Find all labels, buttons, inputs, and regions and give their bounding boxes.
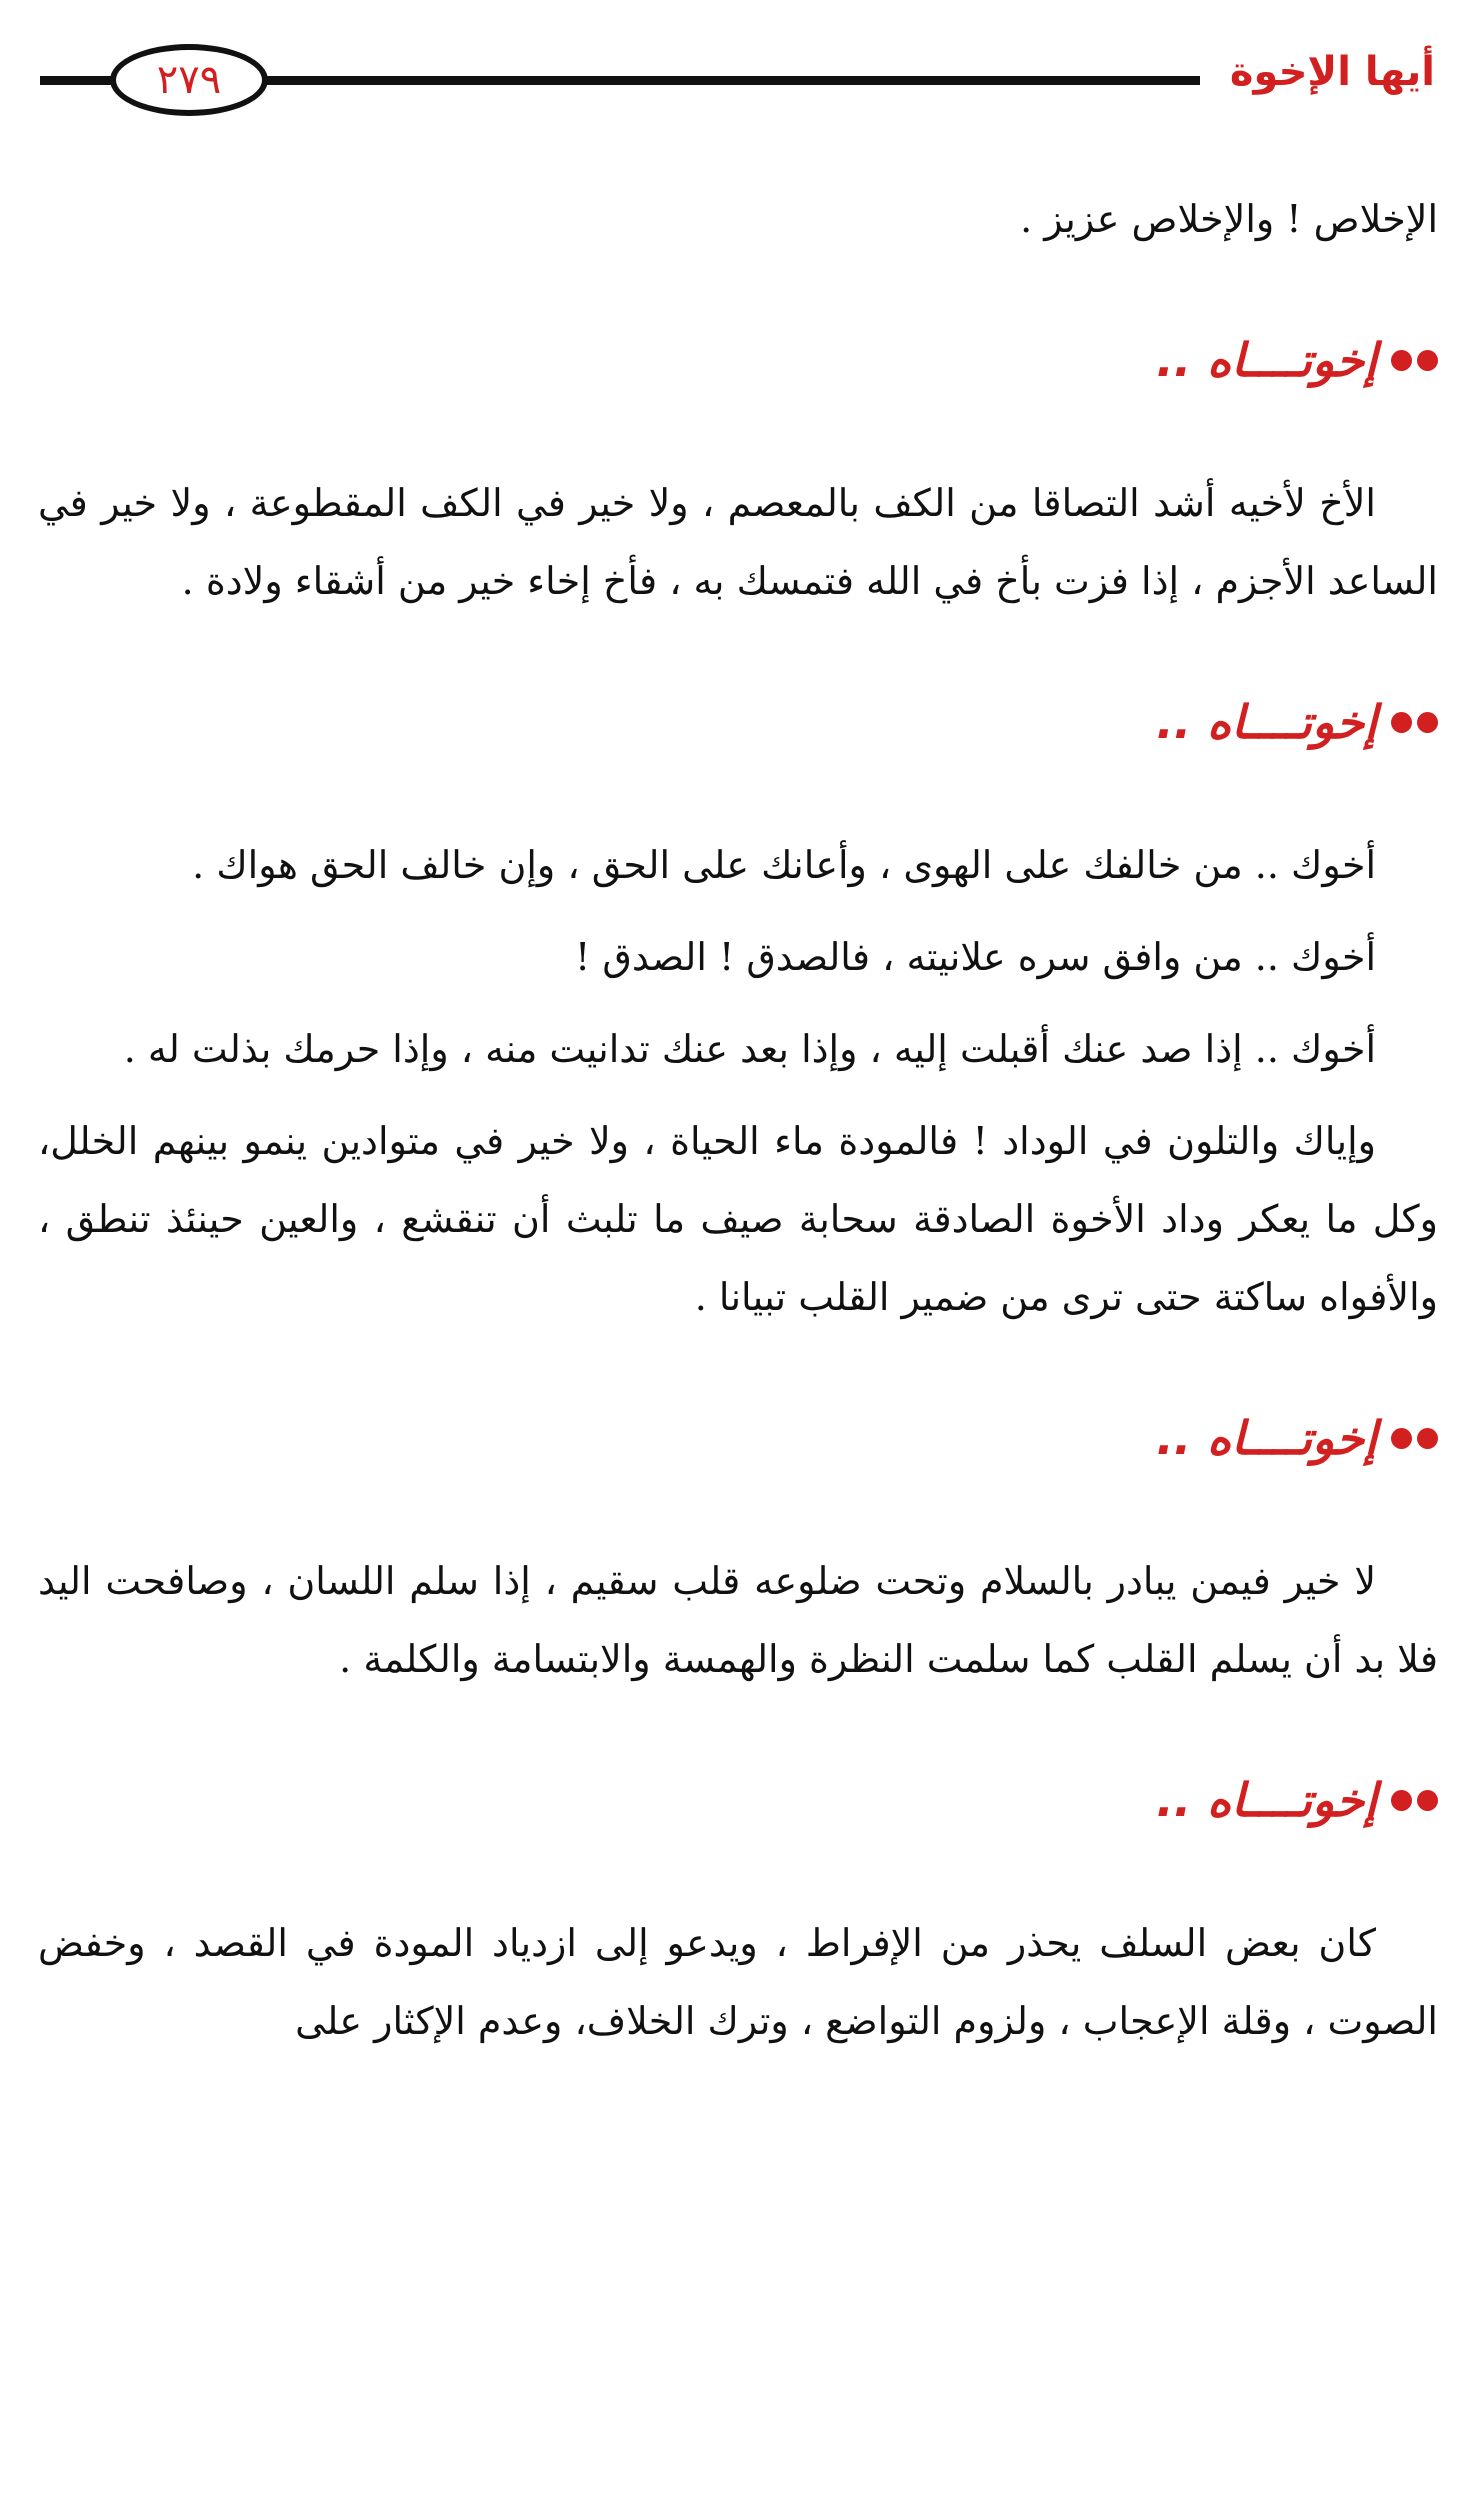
- intro-paragraph: الإخلاص ! والإخلاص عزيز .: [1020, 197, 1438, 241]
- page-number: ٢٧٩: [156, 57, 222, 103]
- paragraph: وإياك والتلون في الوداد ! فالمودة ماء الحياة ، ولا خير في متوادين ينمو بينهم الخلل، وكل ما يعكر وداد الأخوة الصادقة سحابة صيف ما تلبث أن تنقشع ، والعين حينئذ تنطق ، والأفواه ساكتة حتى ترى من ضمير القلب تبيانا .: [38, 1119, 1438, 1319]
- section-heading: [38, 330, 1438, 390]
- bullet-dots-icon: [1391, 1428, 1438, 1449]
- page-content: [38, 180, 1438, 2060]
- header-rule-middle: [245, 76, 1200, 85]
- section-heading-text: إخوتــــاه ..: [1156, 695, 1377, 749]
- section-heading-text: إخوتــــاه ..: [1156, 1411, 1377, 1465]
- paragraph: لا خير فيمن يبادر بالسلام وتحت ضلوعه قلب سقيم ، إذا سلم اللسان ، وصافحت اليد فلا بد أن يسلم القلب كما سلمت النظرة والهمسة والابتسامة والكلمة .: [38, 1559, 1438, 1681]
- paragraph: أخوك .. إذا صد عنك أقبلت إليه ، وإذا بعد عنك تدانيت منه ، وإذا حرمك بذلت له .: [123, 1027, 1376, 1071]
- running-title: أيها الإخوة: [1229, 49, 1435, 95]
- section-1: [38, 330, 1438, 620]
- section-3: [38, 1408, 1438, 1698]
- paragraph: أخوك .. من خالفك على الهوى ، وأعانك على الحق ، وإن خالف الحق هواك .: [192, 843, 1376, 887]
- bullet-dots-icon: [1391, 350, 1438, 371]
- paragraph: كان بعض السلف يحذر من الإفراط ، ويدعو إلى ازدياد المودة في القصد ، وخفض الصوت ، وقلة الإعجاب ، ولزوم التواضع ، وترك الخلاف، وعدم الإكثار على: [38, 1921, 1438, 2043]
- section-heading: [38, 1770, 1438, 1830]
- section-heading-text: إخوتــــاه ..: [1156, 333, 1377, 387]
- section-2: [38, 692, 1438, 1336]
- running-header: [40, 40, 1435, 120]
- bullet-dots-icon: [1391, 1790, 1438, 1811]
- section-heading: [38, 692, 1438, 752]
- paragraph: الأخ لأخيه أشد التصاقا من الكف بالمعصم ، ولا خير في الكف المقطوعة ، ولا خير في الساعد الأجزم ، إذا فزت بأخ في الله فتمسك به ، فأخ إخاء خير من أشقاء ولادة .: [38, 481, 1438, 603]
- section-heading-text: إخوتــــاه ..: [1156, 1773, 1377, 1827]
- page-number-oval: [110, 44, 268, 116]
- paragraph: أخوك .. من وافق سره علانيته ، فالصدق ! الصدق !: [575, 935, 1376, 979]
- section-heading: [38, 1408, 1438, 1468]
- section-4: [38, 1770, 1438, 2060]
- bullet-dots-icon: [1391, 712, 1438, 733]
